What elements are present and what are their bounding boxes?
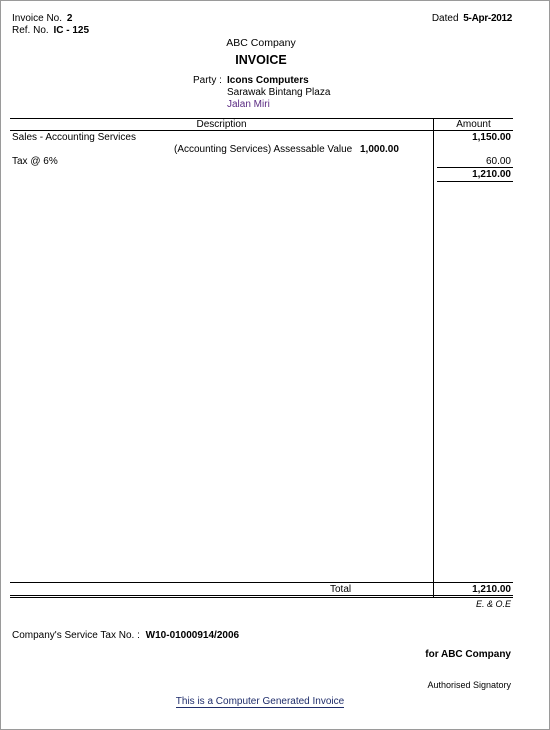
- service-tax-label: Company's Service Tax No. :: [12, 630, 140, 641]
- table-header-border: [10, 130, 513, 131]
- ref-number: [12, 25, 89, 36]
- row-description-tax: Tax @ 6%: [12, 156, 58, 167]
- subtotal-amount: 1,210.00: [472, 169, 511, 180]
- column-header-amount: Amount: [456, 119, 491, 130]
- computer-generated-note: [1, 696, 519, 707]
- row-amount-tax: 60.00: [485, 156, 511, 167]
- column-header-description: Description: [196, 119, 247, 130]
- row-assessable-value: 1,000.00: [360, 144, 399, 155]
- company-name: ABC Company: [226, 37, 296, 49]
- ref-no-value: IC - 125: [53, 25, 90, 36]
- amount-column-divider: [433, 118, 434, 597]
- party-label: Party :: [193, 75, 222, 86]
- total-amount: 1,210.00: [472, 584, 511, 595]
- party-address-line-2: Jalan Miri: [227, 99, 270, 110]
- invoice-title: INVOICE: [235, 53, 287, 67]
- invoice-no-label: Invoice No.: [12, 13, 63, 24]
- subtotal-rule: [437, 167, 513, 168]
- dated-value: 5-Apr-2012: [463, 13, 512, 24]
- subtotal-underline: [437, 181, 513, 182]
- eoe-note: E. & O.E: [475, 599, 511, 609]
- invoice-no-value: 2: [66, 13, 73, 24]
- total-top-border: [10, 582, 513, 583]
- total-bottom-border-2: [10, 597, 513, 598]
- dated-label: Dated: [431, 13, 459, 24]
- row-amount-sales: 1,150.00: [472, 132, 511, 143]
- party-address-line-1: Sarawak Bintang Plaza: [227, 87, 331, 98]
- service-tax-value: W10-01000914/2006: [145, 630, 240, 641]
- row-description-sales: Sales - Accounting Services: [12, 132, 136, 143]
- computer-generated-text: This is a Computer Generated Invoice: [175, 696, 345, 707]
- row-description-assessable: (Accounting Services) Assessable Value: [174, 144, 353, 155]
- ref-no-label: Ref. No.: [12, 25, 49, 36]
- service-tax-number: [12, 630, 239, 641]
- total-bottom-border-1: [10, 595, 513, 596]
- authorised-signatory: Authorised Signatory: [427, 680, 511, 690]
- invoice-date: [432, 13, 512, 24]
- total-label: Total: [330, 584, 352, 595]
- invoice-number: [12, 13, 72, 24]
- for-company: for ABC Company: [425, 649, 511, 660]
- party-name: Icons Computers: [227, 75, 309, 86]
